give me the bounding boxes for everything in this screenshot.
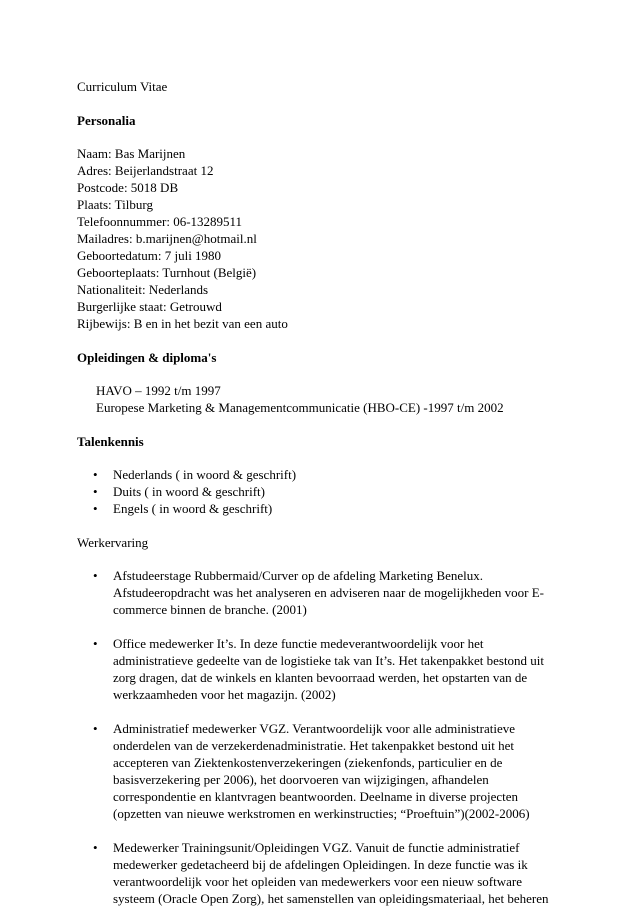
- work-item-line: • Afstudeerstage Rubbermaid/Curver op de afdeling Marketing Benelux.: [113, 568, 484, 583]
- education-heading: Opleidingen & diploma's: [77, 350, 217, 365]
- work-item: [77, 720, 557, 822]
- cv-page: [77, 78, 557, 924]
- languages-list: [77, 466, 557, 517]
- work-item-line: • Administratief medewerker VGZ. Verantwoordelijk voor alle administratieve: [113, 721, 516, 736]
- work-item-line: onderdelen van de verzekerdenadministratie. Het takenpakket bestond uit het: [113, 738, 515, 753]
- work-item-line: Afstudeeropdracht was het analyseren en adviseren naar de mogelijkheden voor E-: [113, 585, 544, 600]
- work-item-line: systeem (Oracle Open Zorg), het samenstellen van opleidingsmateriaal, het beheren: [113, 891, 549, 906]
- work-item: [77, 839, 557, 907]
- personalia-section: [77, 145, 557, 332]
- education-section: [96, 382, 557, 416]
- work-item-line: (opzetten van nieuwe werkstromen en werkinstructies; “Proeftuin”)(2002-2006): [113, 806, 530, 821]
- document-title: Curriculum Vitae: [77, 79, 168, 94]
- personalia-email: Mailadres: b.marijnen@hotmail.nl: [77, 231, 257, 246]
- work-heading: Werkervaring: [77, 535, 149, 550]
- work-item-line: correspondentie en klantvragen beantwoorden. Deelname in diverse projecten: [113, 789, 518, 804]
- work-item-line: commerce binnen de branche. (2001): [113, 602, 307, 617]
- personalia-phone: Telefoonnummer: 06-13289511: [77, 214, 243, 229]
- work-item-line: accepteren van Ziektenkostenverzekeringen (ziekenfonds, particulier en de: [113, 755, 503, 770]
- work-item-line: verantwoordelijk voor het opleiden van medewerkers voor een nieuw software: [113, 874, 522, 889]
- work-list: [77, 567, 557, 907]
- work-item: [77, 567, 557, 618]
- work-item-line: administratieve gedeelte van de logistieke tak van It’s. Het takenpakket bestond uit: [113, 653, 545, 668]
- language-item: • Duits ( in woord & geschrift): [77, 483, 557, 500]
- personalia-heading: Personalia: [77, 113, 136, 128]
- personalia-address: Adres: Beijerlandstraat 12: [77, 163, 214, 178]
- language-item: • Engels ( in woord & geschrift): [77, 500, 557, 517]
- personalia-birthplace: Geboorteplaats: Turnhout (België): [77, 265, 257, 280]
- language-item: • Nederlands ( in woord & geschrift): [77, 466, 557, 483]
- work-item-line: • Office medewerker It’s. In deze functie medeverantwoordelijk voor het: [113, 636, 484, 651]
- personalia-drivers-license: Rijbewijs: B en in het bezit van een auto: [77, 316, 288, 331]
- work-item-line: basisverzekering per 2006), het doorvoeren van wijzigingen, afhandelen: [113, 772, 489, 787]
- personalia-marital-status: Burgerlijke staat: Getrouwd: [77, 299, 222, 314]
- work-item-line: • Medewerker Trainingsunit/Opleidingen VGZ. Vanuit de functie administratief: [113, 840, 520, 855]
- work-item: [77, 635, 557, 703]
- personalia-city: Plaats: Tilburg: [77, 197, 153, 212]
- languages-heading: Talenkennis: [77, 434, 144, 449]
- work-item-line: werkzaamheden voor het magazijn. (2002): [113, 687, 336, 702]
- personalia-postcode: Postcode: 5018 DB: [77, 180, 179, 195]
- work-item-line: zorg dragen, dat de winkels en klanten bevoorraad werden, het opstarten van de: [113, 670, 528, 685]
- education-item: Europese Marketing & Managementcommunicatie (HBO-CE) -1997 t/m 2002: [96, 400, 504, 415]
- education-item: HAVO – 1992 t/m 1997: [96, 383, 221, 398]
- personalia-name: Naam: Bas Marijnen: [77, 146, 186, 161]
- personalia-birthdate: Geboortedatum: 7 juli 1980: [77, 248, 222, 263]
- personalia-nationality: Nationaliteit: Nederlands: [77, 282, 209, 297]
- work-item-line: medewerker gedetacheerd bij de afdelingen Opleidingen. In deze functie was ik: [113, 857, 528, 872]
